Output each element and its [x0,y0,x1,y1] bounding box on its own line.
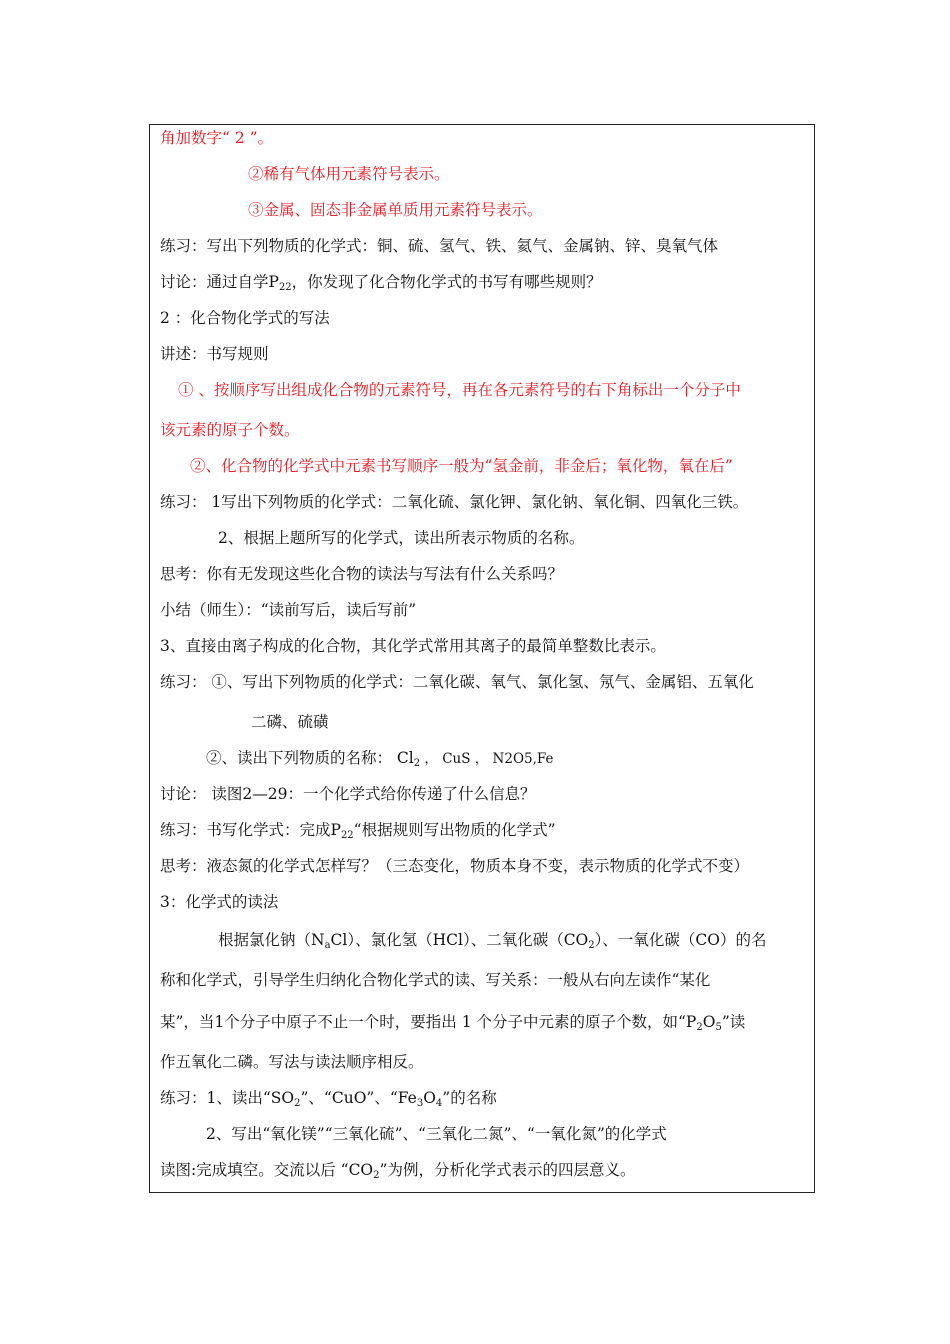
text-line-12: 2、根据上题所写的化学式，读出所表示物质的名称。 [218,529,585,547]
text-line-27: 练习：1、读出“$SO_2$”、“CuO”、“$Fe_3O_4$”的名称 [160,1089,497,1109]
section-heading-2: 2 ：化合物化学式的写法 [160,309,330,327]
text-line-18: ②、读出下列物质的名称： $Cl_2$ ， CuS ， N2O5,Fe [206,749,554,769]
text-line-13: 思考：你有无发现这些化合物的读法与写法有什么关系吗？ [160,565,564,583]
rule-1-cont: 该元素的原子个数。 [160,421,300,439]
text-line-24: 称和化学式，引导学生归纳化合物化学式的读、写关系：一般从右向左读作“某化 [160,971,711,989]
text-line-4: 练习：写出下列物质的化学式：铜、硫、氢气、铁、氦气、金属钠、锌、臭氧气体 [160,237,719,255]
text-line-14: 小结（师生）：“读前写后，读后写前” [160,601,417,619]
text-line-2: ②稀有气体用元素符号表示。 [248,165,450,183]
text-line-28: 2、写出“氧化镁”“三氧化硫”、“三氧化二氮”、“一氧化氮”的化学式 [206,1125,667,1143]
text-line-15: 3、直接由离子构成的化合物，其化学式常用其离子的最简单整数比表示。 [160,637,666,655]
text-line-19: 讨论： 读图2—29：一个化学式给你传递了什么信息？ [160,785,536,803]
text-line-16: 练习： ①、写出下列物质的化学式：二氧化碳、氧气、氯化氢、氖气、金属铝、五氧化 [160,673,754,691]
text-line-5: 讨论：通过自学$P_{22}$，你发现了化合物化学式的书写有哪些规则？ [160,273,602,293]
text-line-11: 练习： 1写出下列物质的化学式：二氧化硫、氯化钾、氯化钠、氧化铜、四氧化三铁。 [160,493,749,511]
text-line-21: 思考：液态氮的化学式怎样写？（三态变化，物质本身不变，表示物质的化学式不变） [160,857,750,875]
section-heading-3: 3：化学式的读法 [160,893,279,911]
text-line-26: 作五氧化二磷。写法与读法顺序相反。 [160,1053,424,1071]
text-line-17: 二磷、硫磺 [251,713,329,731]
text-line-1: 角加数字“ 2 ”。 [160,129,274,147]
rule-1: ① 、按顺序写出组成化合物的元素符号，再在各元素符号的右下角标出一个分子中 [178,381,741,399]
rule-2: ②、化合物的化学式中元素书写顺序一般为“氢金前，非金后；氧化物，氧在后” [190,457,733,475]
text-line-29: 读图:完成填空。交流以后 “$CO_2$”为例，分析化学式表示的四层意义。 [160,1161,636,1181]
text-line-20: 练习：书写化学式：完成$P_{22}“$根据规则写出物质的化学式” [160,821,556,841]
text-line-3: ③金属、固态非金属单质用元素符号表示。 [248,201,543,219]
text-line-23: 根据氯化钠$(N_aCl)$、氯化氢（HCl）、二氧化碳$(CO_2)$、一氧化碳（CO）的名 [218,931,767,951]
text-line-25: 某”，当1个分子中原子不止一个时，要指出 1 个分子中元素的原子个数，如“$P_2O_5$”读 [160,1013,746,1033]
text-line-7: 讲述：书写规则 [160,345,269,363]
